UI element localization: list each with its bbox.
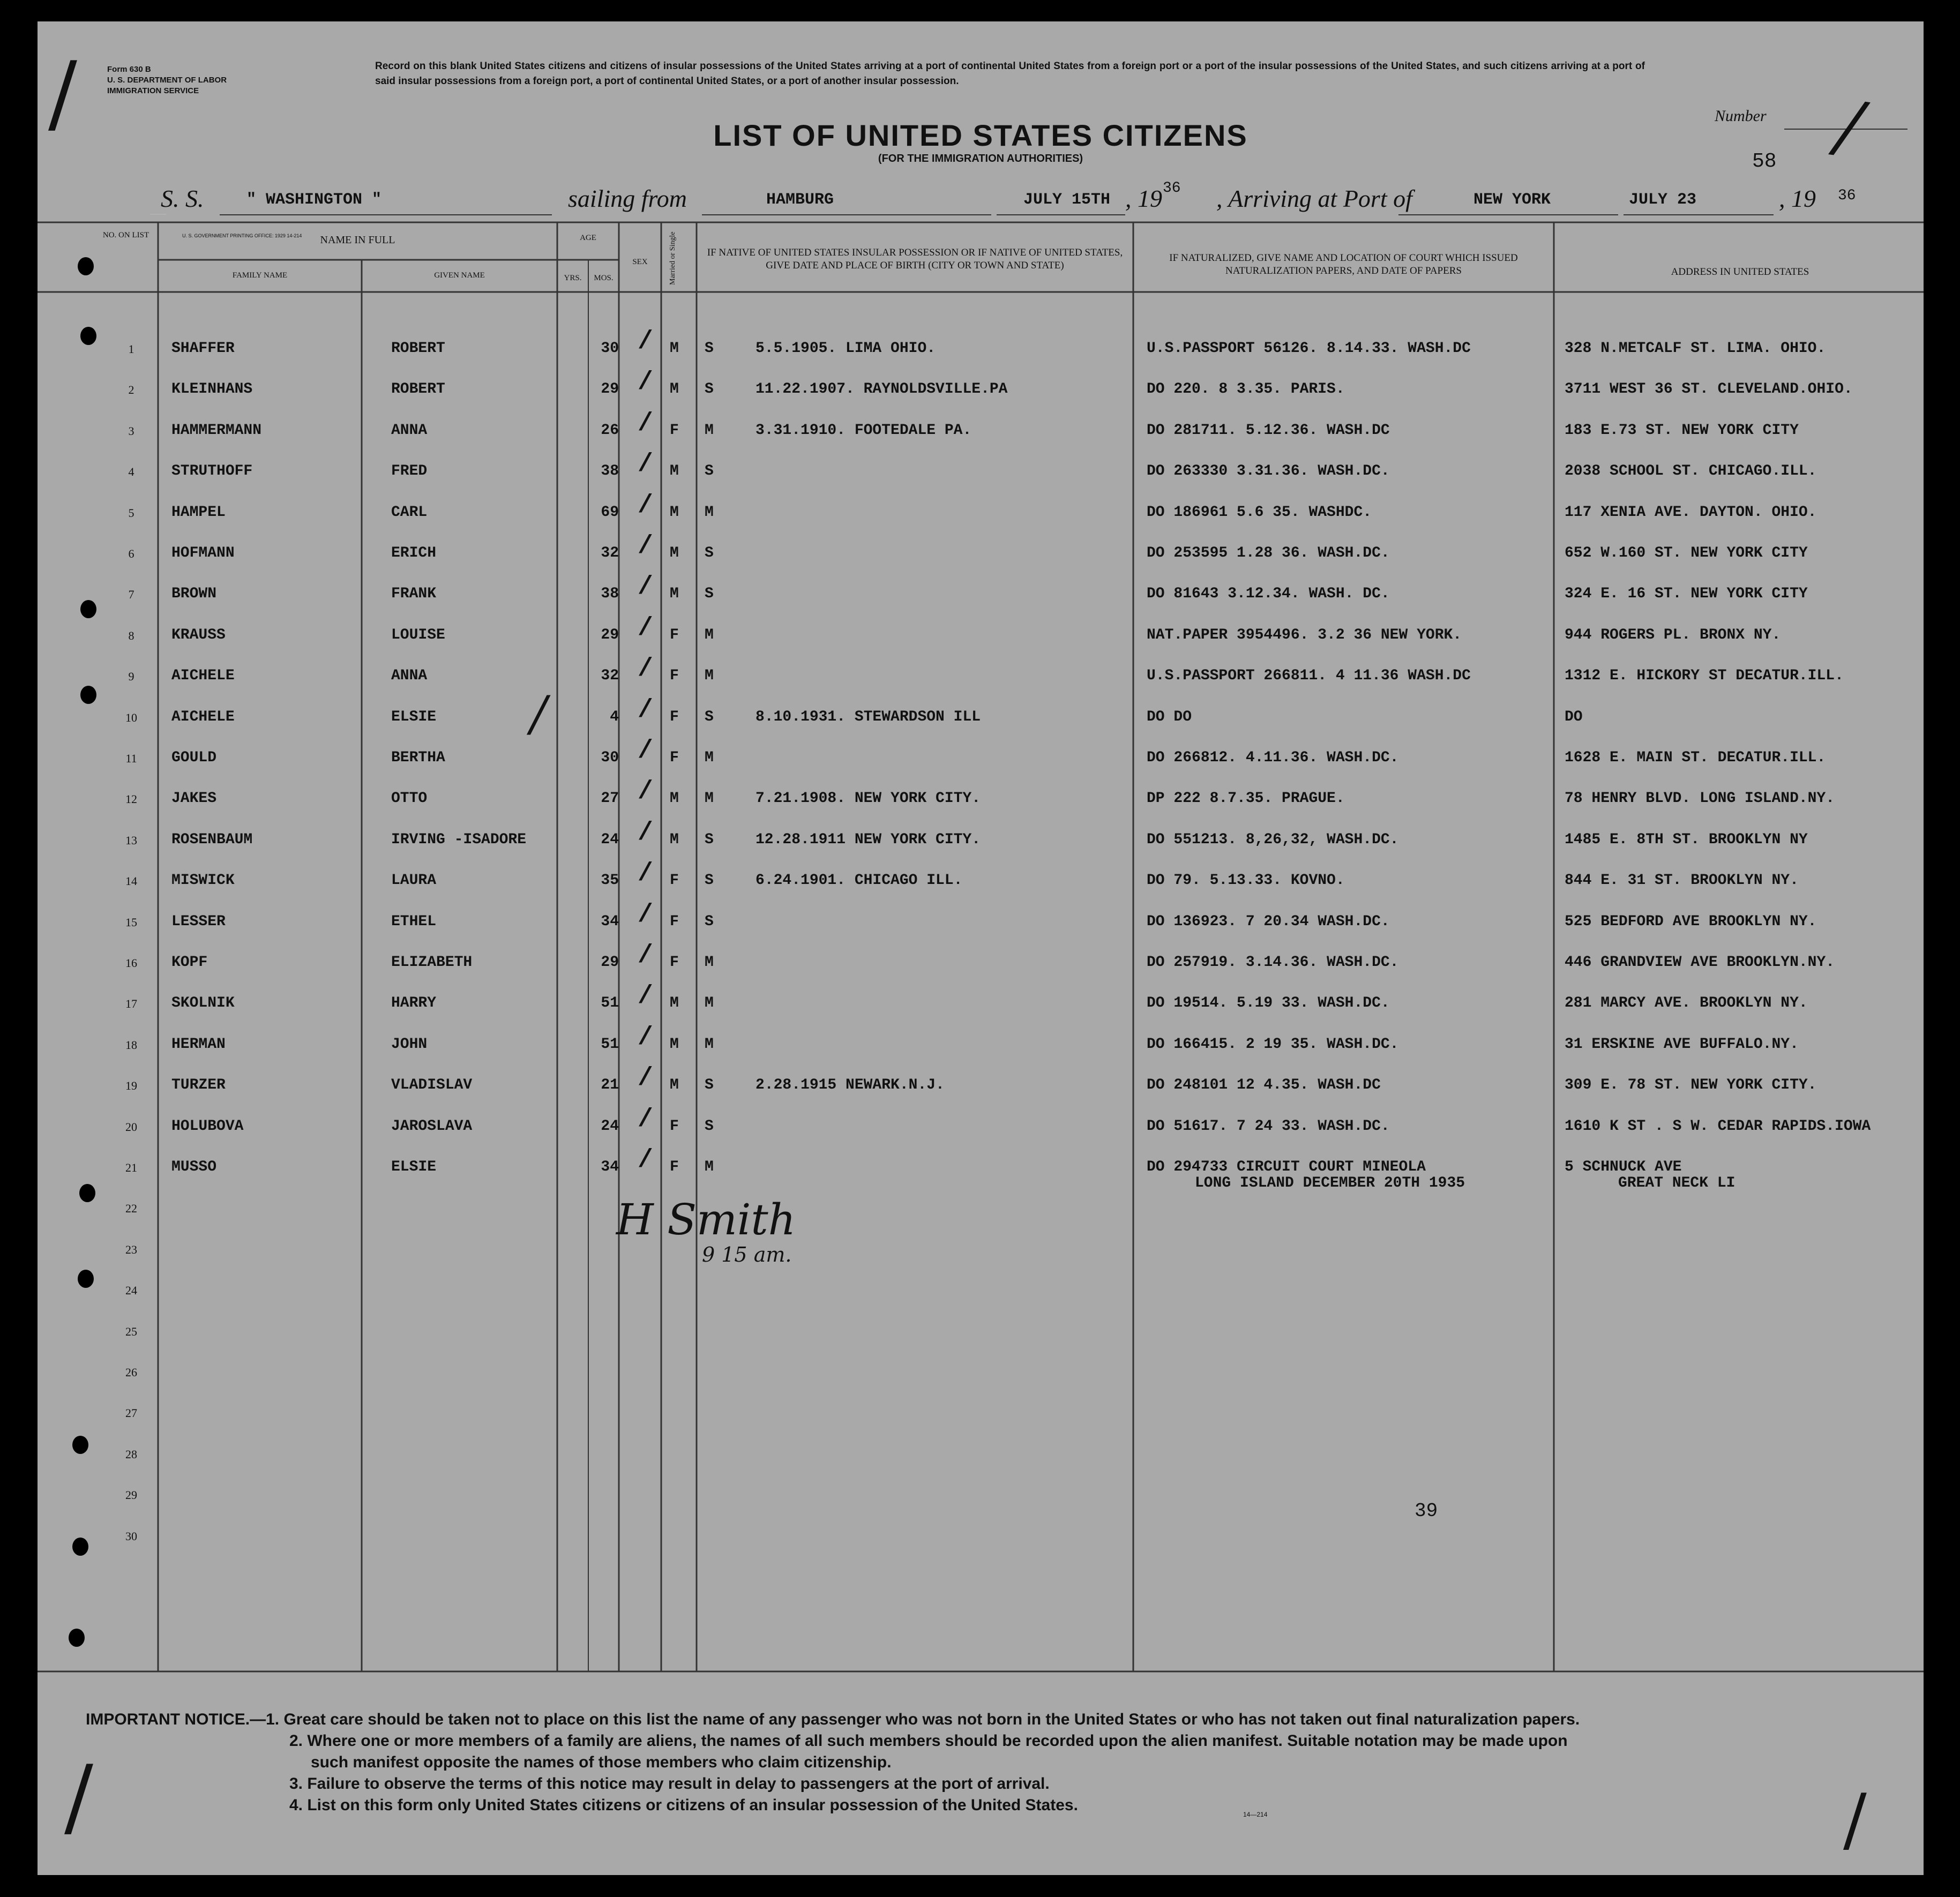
cell-mos: /	[638, 900, 653, 929]
cell-given: ANNA	[391, 422, 428, 439]
table-row	[38, 1394, 1924, 1435]
cell-mos: /	[638, 941, 653, 970]
table-row	[38, 1064, 1924, 1108]
cell-sex: F	[670, 954, 679, 971]
cell-addr: DO	[1565, 708, 1583, 725]
cell-sex: M	[670, 381, 679, 398]
cell-sex: F	[670, 913, 679, 930]
table-row	[38, 368, 1924, 412]
table-row	[38, 1476, 1924, 1517]
cell-mos: /	[638, 859, 653, 889]
cell-no: 26	[125, 1366, 137, 1379]
cell-nat: DO 79. 5.13.33. KOVNO.	[1147, 872, 1345, 889]
departure-year-suffix: 36	[1163, 180, 1181, 197]
cell-addr: 5 SCHNUCK AVE	[1565, 1159, 1682, 1175]
cell-age: 34	[601, 913, 619, 930]
cell-nat: U.S.PASSPORT 56126. 8.14.33. WASH.DC	[1147, 340, 1471, 357]
table-row	[38, 777, 1924, 821]
cell-age: 4	[610, 708, 619, 725]
cell-addr: 1312 E. HICKORY ST DECATUR.ILL.	[1565, 668, 1844, 685]
cell-mos: /	[638, 1064, 653, 1093]
table-row	[38, 737, 1924, 781]
cell-given: ROBERT	[391, 381, 445, 398]
cell-family: KLEINHANS	[171, 381, 253, 398]
table-row	[38, 450, 1924, 494]
cell-no: 28	[125, 1447, 137, 1461]
cell-sex: F	[670, 626, 679, 643]
cell-no: 22	[125, 1202, 137, 1216]
cell-sex: M	[670, 545, 679, 561]
cell-mos: /	[638, 491, 653, 520]
cell-ms: M	[705, 790, 714, 807]
cell-age: 51	[601, 995, 619, 1012]
cell-mos: /	[638, 573, 653, 602]
cell-addr: 309 E. 78 ST. NEW YORK CITY.	[1565, 1077, 1817, 1094]
form-footer-code: 14—214	[1243, 1811, 1268, 1818]
table-row	[38, 1146, 1924, 1191]
punch-hole	[78, 1270, 94, 1288]
cell-nat: DO 186961 5.6 35. WASHDC.	[1147, 504, 1372, 521]
sailing-from-label: sailing from	[568, 185, 687, 212]
cell-no: 21	[125, 1161, 137, 1174]
cell-sex: F	[670, 422, 679, 439]
cell-addr-continued: GREAT NECK LI	[1618, 1175, 1735, 1191]
cell-mos: /	[638, 655, 653, 684]
cell-given: FRANK	[391, 586, 437, 603]
cell-given: LOUISE	[391, 626, 445, 643]
cell-no: 3	[128, 424, 134, 438]
port-of-arrival: NEW YORK	[1473, 191, 1551, 209]
table-row	[38, 655, 1924, 699]
header-no-on-list: NO. ON LIST	[102, 231, 149, 239]
cell-birth: 3.31.1910. FOOTEDALE PA.	[755, 422, 972, 439]
cell-sex: M	[670, 831, 679, 848]
cell-sex: M	[670, 586, 679, 603]
cell-sex: M	[670, 504, 679, 521]
cell-nat: DO DO	[1147, 708, 1192, 725]
cell-nat: DO 281711. 5.12.36. WASH.DC	[1147, 422, 1390, 439]
punch-hole	[69, 1629, 85, 1647]
cell-ms: S	[705, 1118, 714, 1135]
cell-ms: S	[705, 913, 714, 930]
cell-no: 8	[128, 628, 134, 642]
cell-given: ELSIE	[391, 708, 437, 725]
notice-item-1: IMPORTANT NOTICE.—1. Great care should be taken not to place on this list the name of any passenger who was not born in the United States or who has not taken out final naturalization papers.	[86, 1711, 1580, 1728]
table-row	[38, 409, 1924, 453]
table-row	[38, 859, 1924, 903]
cell-sex: F	[670, 1159, 679, 1175]
cell-given: ANNA	[391, 668, 428, 685]
table-row	[38, 1105, 1924, 1149]
margin-mark-top-left: /	[48, 43, 77, 143]
cell-sex: M	[670, 340, 679, 357]
cell-sex: F	[670, 668, 679, 685]
cell-age: 51	[601, 1036, 619, 1053]
table-row	[38, 1272, 1924, 1313]
cell-no: 24	[125, 1284, 137, 1298]
cell-ms: S	[705, 831, 714, 848]
cell-given: FRED	[391, 463, 428, 480]
cell-ms: S	[705, 340, 714, 357]
cell-addr: 281 MARCY AVE. BROOKLYN NY.	[1565, 995, 1808, 1012]
cell-sex: M	[670, 790, 679, 807]
cell-addr: 446 GRANDVIEW AVE BROOKLYN.NY.	[1565, 954, 1835, 971]
cell-ms: S	[705, 1077, 714, 1094]
cell-nat: DO 253595 1.28 36. WASH.DC.	[1147, 545, 1390, 561]
form-department: U. S. DEPARTMENT OF LABOR	[107, 76, 227, 85]
manifest-sheet	[38, 21, 1924, 1875]
cell-age: 24	[601, 831, 619, 848]
cell-nat: U.S.PASSPORT 266811. 4 11.36 WASH.DC	[1147, 668, 1471, 685]
cell-sex: M	[670, 995, 679, 1012]
cell-ms: M	[705, 1159, 714, 1175]
cell-age: 35	[601, 872, 619, 889]
cell-mos: /	[638, 777, 653, 807]
notice-item-4: 4. List on this form only United States citizens or citizens of an insular possession of the United States.	[289, 1796, 1078, 1814]
cell-no: 12	[125, 792, 137, 806]
cell-age: 34	[601, 1159, 619, 1175]
cell-ms: M	[705, 749, 714, 766]
cell-no: 30	[125, 1529, 137, 1543]
cell-family: MISWICK	[171, 872, 235, 889]
cell-mos: /	[638, 409, 653, 438]
cell-mos: /	[638, 450, 653, 479]
cell-sex: M	[670, 1036, 679, 1053]
cell-ms: M	[705, 1036, 714, 1053]
cell-family: HAMPEL	[171, 504, 226, 521]
cell-family: LESSER	[171, 913, 226, 930]
cell-given: HARRY	[391, 995, 437, 1012]
printing-office-note: U. S. GOVERNMENT PRINTING OFFICE: 1929 14-214	[182, 233, 302, 238]
header-age-months: MOS.	[594, 274, 614, 282]
table-row	[38, 491, 1924, 535]
cell-birth: 11.22.1907. RAYNOLDSVILLE.PA	[755, 381, 1008, 398]
header-name-in-full: NAME IN FULL	[320, 234, 395, 246]
cell-ms: M	[705, 422, 714, 439]
cell-given: CARL	[391, 504, 428, 521]
cell-family: HOFMANN	[171, 545, 235, 561]
table-row	[38, 1436, 1924, 1476]
cell-ms: S	[705, 463, 714, 480]
cell-no: 15	[125, 915, 137, 929]
table-row	[38, 1190, 1924, 1231]
handwritten-time: 9 15 am.	[702, 1243, 792, 1266]
cell-ms: S	[705, 586, 714, 603]
cell-addr: 324 E. 16 ST. NEW YORK CITY	[1565, 586, 1808, 603]
cell-no: 13	[125, 833, 137, 847]
port-of-departure: HAMBURG	[766, 191, 834, 209]
cell-mos: /	[638, 695, 653, 725]
margin-mark-left: /	[64, 1746, 93, 1847]
cell-birth: 6.24.1901. CHICAGO ILL.	[755, 872, 963, 889]
cell-given: ELIZABETH	[391, 954, 473, 971]
cell-given: ELSIE	[391, 1159, 437, 1175]
table-row	[38, 941, 1924, 985]
cell-family: JAKES	[171, 790, 217, 807]
cell-given: JOHN	[391, 1036, 428, 1053]
cell-birth: 5.5.1905. LIMA OHIO.	[755, 340, 936, 357]
cell-age: 38	[601, 586, 619, 603]
cell-sex: F	[670, 749, 679, 766]
cell-age: 27	[601, 790, 619, 807]
cell-no: 17	[125, 997, 137, 1011]
departure-year-prefix: , 19	[1125, 185, 1162, 212]
header-sex: SEX	[632, 258, 648, 266]
cell-no: 29	[125, 1488, 137, 1502]
cell-addr: 844 E. 31 ST. BROOKLYN NY.	[1565, 872, 1799, 889]
cell-family: GOULD	[171, 749, 217, 766]
table-row	[38, 1354, 1924, 1394]
cell-sex: M	[670, 463, 679, 480]
cell-age: 26	[601, 422, 619, 439]
table-row	[38, 532, 1924, 576]
cell-nat: DO 266812. 4.11.36. WASH.DC.	[1147, 749, 1399, 766]
cell-addr: 78 HENRY BLVD. LONG ISLAND.NY.	[1565, 790, 1835, 807]
cell-mos: /	[638, 532, 653, 561]
arrival-year-prefix: , 19	[1779, 185, 1816, 212]
form-number: Form 630 B	[107, 65, 151, 74]
cell-addr: 652 W.160 ST. NEW YORK CITY	[1565, 545, 1808, 561]
cell-family: BROWN	[171, 586, 217, 603]
cell-nat: DO 257919. 3.14.36. WASH.DC.	[1147, 954, 1399, 971]
ship-name: " WASHINGTON "	[246, 191, 382, 209]
cell-no: 20	[125, 1120, 137, 1134]
cell-addr: 1628 E. MAIN ST. DECATUR.ILL.	[1565, 749, 1826, 766]
cell-given: ERICH	[391, 545, 437, 561]
cell-no: 23	[125, 1242, 137, 1256]
cell-addr: 525 BEDFORD AVE BROOKLYN NY.	[1565, 913, 1817, 930]
form-service: IMMIGRATION SERVICE	[107, 86, 199, 95]
cell-addr: 31 ERSKINE AVE BUFFALO.NY.	[1565, 1036, 1799, 1053]
cell-no: 4	[128, 465, 134, 479]
cell-mos: /	[638, 613, 653, 643]
cell-age: 21	[601, 1077, 619, 1094]
cell-nat: DP 222 8.7.35. PRAGUE.	[1147, 790, 1345, 807]
sheet-number: 58	[1752, 150, 1777, 173]
cell-nat: DO 19514. 5.19 33. WASH.DC.	[1147, 995, 1390, 1012]
header-birth-place: IF NATIVE OF UNITED STATES INSULAR POSSESSION OR IF NATIVE OF UNITED STATES, GIVE DATE AND PLACE OF BIRTH (CITY OR TOWN AND STATE)	[707, 247, 1123, 271]
cell-family: TURZER	[171, 1077, 226, 1094]
cell-addr: 3711 WEST 36 ST. CLEVELAND.OHIO.	[1565, 381, 1853, 398]
table-row	[38, 327, 1924, 371]
cell-family: HERMAN	[171, 1036, 226, 1053]
cell-family: SHAFFER	[171, 340, 235, 357]
cell-mos: /	[638, 1146, 653, 1175]
cell-ms: S	[705, 545, 714, 561]
number-label: Number	[1715, 107, 1767, 125]
cell-ms: M	[705, 626, 714, 643]
header-age: AGE	[580, 234, 596, 242]
cell-mos: /	[638, 737, 653, 766]
cell-ms: M	[705, 954, 714, 971]
cell-no: 10	[125, 710, 137, 724]
cell-sex: F	[670, 1118, 679, 1135]
cell-addr: 1485 E. 8TH ST. BROOKLYN NY	[1565, 831, 1808, 848]
cell-ms: S	[705, 872, 714, 889]
cell-nat: DO 263330 3.31.36. WASH.DC.	[1147, 463, 1390, 480]
cell-given: LAURA	[391, 872, 437, 889]
cell-no: 16	[125, 956, 137, 970]
header-family-name: FAMILY NAME	[232, 271, 288, 280]
cell-no: 18	[125, 1038, 137, 1052]
punch-hole	[80, 600, 96, 618]
arrival-date: JULY 23	[1629, 191, 1697, 209]
table-row	[38, 1231, 1924, 1272]
cell-given: JAROSLAVA	[391, 1118, 473, 1135]
cell-age: 29	[601, 626, 619, 643]
handwritten-sheet-mark: /	[1832, 84, 1867, 169]
cell-nat-continued: LONG ISLAND DECEMBER 20TH 1935	[1195, 1175, 1465, 1191]
cell-age: 69	[601, 504, 619, 521]
cell-nat: DO 81643 3.12.34. WASH. DC.	[1147, 586, 1390, 603]
cell-no: 7	[128, 588, 134, 602]
cell-mos: /	[638, 327, 653, 356]
cell-no: 27	[125, 1406, 137, 1420]
notice-item-2-continued: such manifest opposite the names of those members who claim citizenship.	[311, 1753, 892, 1771]
cell-nat: DO 551213. 8,26,32, WASH.DC.	[1147, 831, 1399, 848]
punch-hole	[78, 257, 94, 275]
cell-addr: 2038 SCHOOL ST. CHICAGO.ILL.	[1565, 463, 1817, 480]
punch-hole	[80, 327, 96, 345]
punch-hole	[72, 1538, 88, 1556]
cell-age: 38	[601, 463, 619, 480]
cell-age: 32	[601, 545, 619, 561]
cell-family: HAMMERMANN	[171, 422, 262, 439]
table-row	[38, 900, 1924, 944]
cell-age: 29	[601, 381, 619, 398]
cell-addr: 183 E.73 ST. NEW YORK CITY	[1565, 422, 1799, 439]
cell-mos: /	[638, 1105, 653, 1134]
punch-hole	[72, 1436, 88, 1454]
cell-no: 5	[128, 506, 134, 520]
cell-age: 30	[601, 340, 619, 357]
cell-family: KRAUSS	[171, 626, 226, 643]
table-row	[38, 1023, 1924, 1067]
cell-family: KOPF	[171, 954, 208, 971]
cell-no: 11	[125, 752, 137, 765]
cell-birth: 2.28.1915 NEWARK.N.J.	[755, 1077, 945, 1094]
cell-family: ROSENBAUM	[171, 831, 253, 848]
record-instructions: Record on this blank United States citizens and citizens of insular possessions of the United States arriving at a port of continental United States from a foreign port or a port of the insular possessions of the United States, and such citizens arriving at a port of said insular possessions from a foreign port, a port of continental United States, or a port of another insular possession.	[375, 61, 1645, 87]
cell-given: ROBERT	[391, 340, 445, 357]
cell-addr: 117 XENIA AVE. DAYTON. OHIO.	[1565, 504, 1817, 521]
header-given-name: GIVEN NAME	[434, 271, 485, 280]
cell-sex: F	[670, 872, 679, 889]
cell-nat: DO 136923. 7 20.34 WASH.DC.	[1147, 913, 1390, 930]
cell-family: MUSSO	[171, 1159, 217, 1175]
cell-age: 29	[601, 954, 619, 971]
cell-age: 30	[601, 749, 619, 766]
cell-sex: F	[670, 708, 679, 725]
table-row	[38, 695, 1924, 740]
cell-no: 2	[128, 383, 134, 397]
header-naturalization: IF NATURALIZED, GIVE NAME AND LOCATION OF COURT WHICH ISSUED NATURALIZATION PAPERS, AND DATE OF PAPERS	[1169, 252, 1518, 276]
cell-family: SKOLNIK	[171, 995, 235, 1012]
notice-item-2: 2. Where one or more members of a family are aliens, the names of all such members should be recorded upon the alien manifest. Suitable notation may be made upon	[289, 1732, 1568, 1750]
ss-label: S. S.	[161, 185, 204, 212]
punch-hole	[79, 1184, 95, 1202]
cell-addr: 944 ROGERS PL. BRONX NY.	[1565, 626, 1781, 643]
departure-date: JULY 15TH	[1023, 191, 1111, 209]
cell-mos: /	[638, 982, 653, 1011]
cell-given: BERTHA	[391, 749, 445, 766]
cell-nat: DO 220. 8 3.35. PARIS.	[1147, 381, 1345, 398]
cell-no: 1	[128, 342, 134, 356]
cell-no: 9	[128, 670, 134, 684]
cell-ms: S	[705, 708, 714, 725]
cell-sex: M	[670, 1077, 679, 1094]
cell-ms: M	[705, 504, 714, 521]
cell-age: 24	[601, 1118, 619, 1135]
cell-ms: M	[705, 995, 714, 1012]
cell-given: ETHEL	[391, 913, 437, 930]
header-age-years: YRS.	[564, 274, 582, 282]
cell-nat: DO 51617. 7 24 33. WASH.DC.	[1147, 1118, 1390, 1135]
table-row	[38, 818, 1924, 863]
punch-hole	[80, 686, 96, 704]
cell-nat: DO 294733 CIRCUIT COURT MINEOLA	[1147, 1159, 1426, 1175]
cell-no: 14	[125, 874, 137, 888]
cell-no: 25	[125, 1324, 137, 1338]
margin-mark-right: /	[1843, 1779, 1867, 1860]
cell-given: IRVING -ISADORE	[391, 831, 527, 848]
cell-family: HOLUBOVA	[171, 1118, 244, 1135]
page-subtitle: (FOR THE IMMIGRATION AUTHORITIES)	[878, 153, 1083, 164]
cell-given: VLADISLAV	[391, 1077, 473, 1094]
cell-ms: M	[705, 668, 714, 685]
handwritten-signature: H Smith	[616, 1195, 796, 1244]
cell-addr: 1610 K ST . S W. CEDAR RAPIDS.IOWA	[1565, 1118, 1871, 1135]
arrival-year-suffix: 36	[1838, 188, 1856, 204]
cell-mos: /	[638, 818, 653, 848]
cell-mos: /	[638, 1023, 653, 1052]
page-count-mark: 39	[1415, 1500, 1438, 1522]
cell-family: AICHELE	[171, 708, 235, 725]
cell-family: STRUTHOFF	[171, 463, 253, 480]
cell-no: 19	[125, 1079, 137, 1093]
handwritten-tick: /	[530, 686, 547, 742]
table-row	[38, 1313, 1924, 1354]
cell-birth: 12.28.1911 NEW YORK CITY.	[755, 831, 981, 848]
cell-ms: S	[705, 381, 714, 398]
notice-item-3: 3. Failure to observe the terms of this notice may result in delay to passengers at the port of arrival.	[289, 1775, 1050, 1793]
page-title: LIST OF UNITED STATES CITIZENS	[713, 118, 1248, 152]
cell-age: 32	[601, 668, 619, 685]
header-married-or-single: Married or Single	[669, 231, 677, 286]
cell-given: OTTO	[391, 790, 428, 807]
cell-nat: DO 248101 12 4.35. WASH.DC	[1147, 1077, 1381, 1094]
table-row	[38, 1518, 1924, 1558]
arriving-label: , Arriving at Port of	[1216, 185, 1412, 212]
cell-family: AICHELE	[171, 668, 235, 685]
table-row	[38, 573, 1924, 617]
table-row	[38, 613, 1924, 658]
cell-birth: 7.21.1908. NEW YORK CITY.	[755, 790, 981, 807]
cell-addr: 328 N.METCALF ST. LIMA. OHIO.	[1565, 340, 1826, 357]
cell-nat: DO 166415. 2 19 35. WASH.DC.	[1147, 1036, 1399, 1053]
cell-nat: NAT.PAPER 3954496. 3.2 36 NEW YORK.	[1147, 626, 1462, 643]
cell-mos: /	[638, 368, 653, 398]
cell-birth: 8.10.1931. STEWARDSON ILL	[755, 708, 981, 725]
cell-no: 6	[128, 547, 134, 560]
table-row	[38, 982, 1924, 1026]
header-address: ADDRESS IN UNITED STATES	[1671, 266, 1809, 278]
